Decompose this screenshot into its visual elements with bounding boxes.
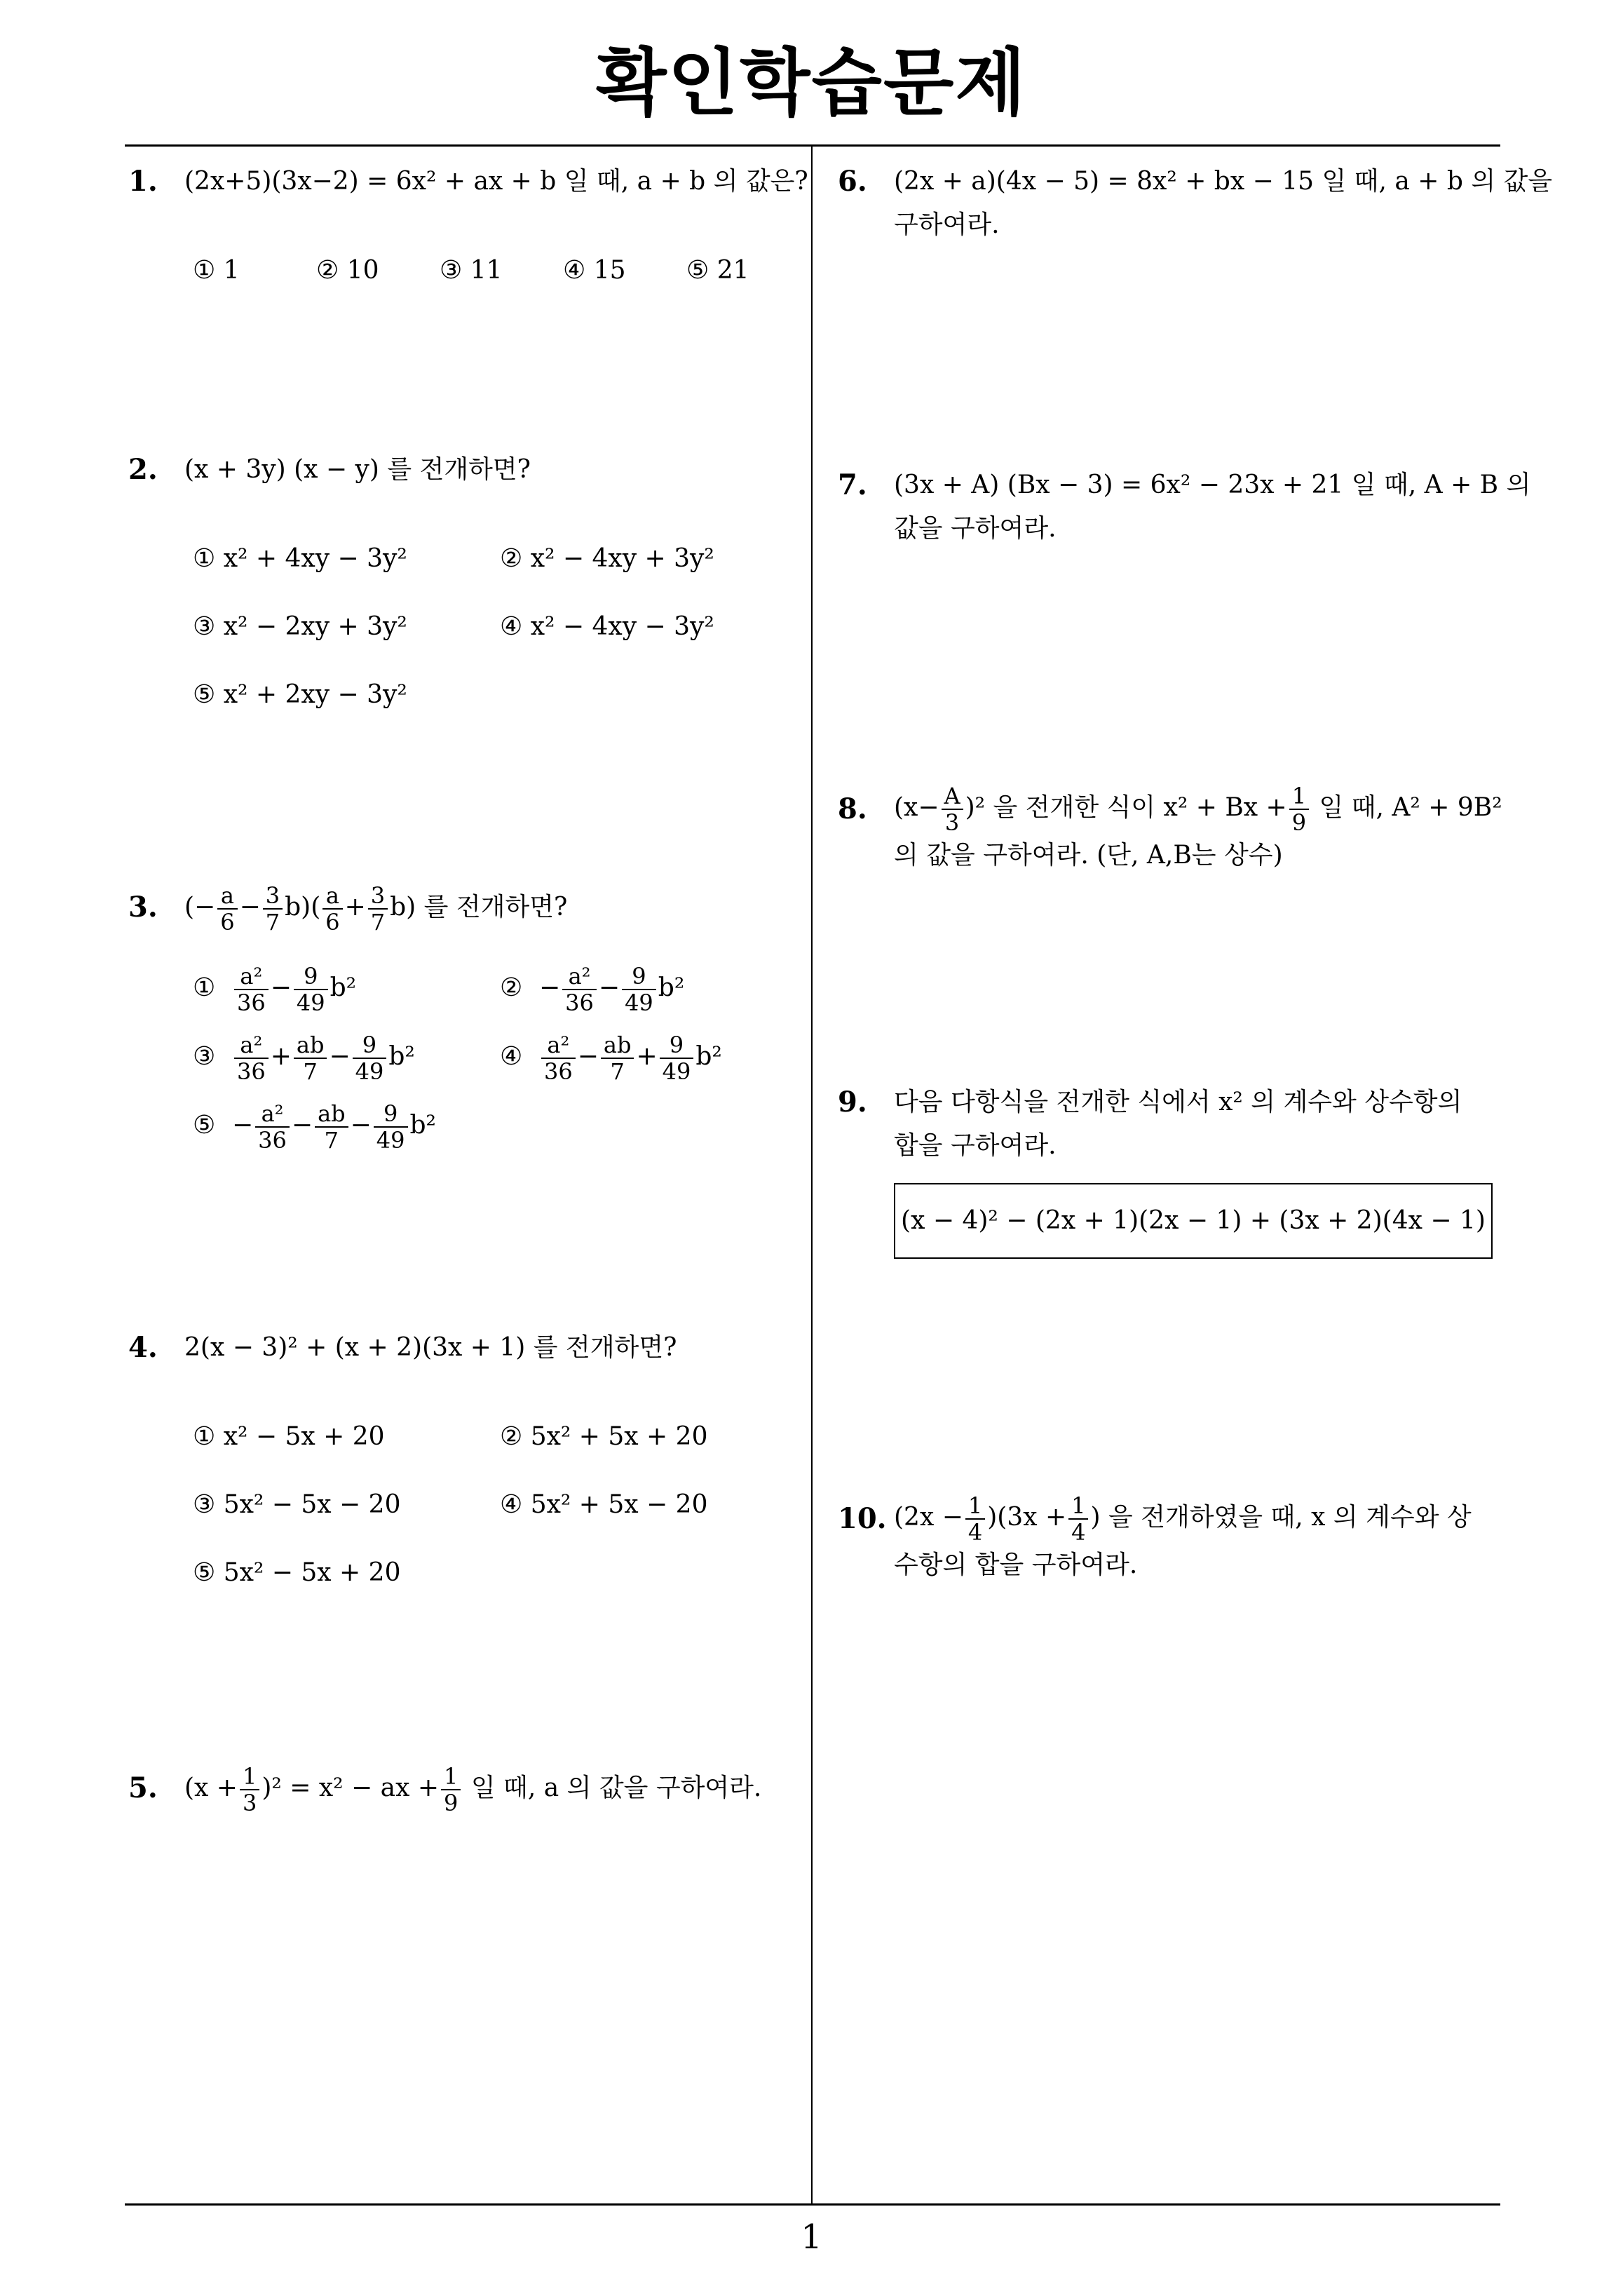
tail: b² — [388, 1042, 415, 1071]
question-text-line-1 — [894, 1490, 1472, 1546]
tail: b² — [658, 973, 685, 1002]
question-text: 2(x − 3)² + (x + 2)(3x + 1) 를 전개하면? — [184, 1333, 677, 1362]
question-text-line-1 — [894, 780, 1502, 836]
choice-mark: ① — [193, 973, 216, 1002]
text-segment: 일 때, a 의 값을 구하여라. — [470, 1774, 762, 1802]
denominator: 3 — [944, 809, 960, 836]
choice-5[interactable]: ⑤ x² + 2xy − 3y² — [193, 680, 407, 709]
tail: b² — [695, 1042, 722, 1071]
operator: − — [329, 1042, 351, 1071]
denominator: 7 — [370, 909, 386, 936]
denominator: 7 — [610, 1058, 625, 1085]
choice-4[interactable]: ④ 5x² + 5x − 20 — [500, 1490, 708, 1519]
denominator: 36 — [544, 1058, 573, 1085]
fraction — [322, 883, 342, 935]
problem-number: 7. — [838, 468, 867, 501]
problem-number: 9. — [838, 1086, 867, 1119]
fraction — [965, 1493, 985, 1545]
top-rule — [125, 144, 1500, 147]
numerator: a² — [541, 1032, 576, 1059]
denominator: 7 — [324, 1127, 339, 1154]
numerator: a² — [255, 1101, 290, 1128]
denominator: 9 — [1291, 809, 1307, 836]
text-segment: b) 를 전개하면? — [390, 893, 568, 921]
text-segment: 일 때, A² + 9B² — [1319, 793, 1502, 822]
denominator: 6 — [325, 909, 340, 936]
text-segment: (2x − — [894, 1503, 963, 1532]
numerator: 1 — [965, 1493, 985, 1520]
denominator: 36 — [565, 990, 594, 1016]
fraction — [660, 1032, 694, 1084]
fraction — [263, 883, 283, 935]
choice-1[interactable] — [193, 964, 356, 1015]
numerator: 1 — [1068, 1493, 1088, 1520]
operator: + — [270, 1042, 292, 1071]
fraction — [368, 883, 388, 935]
choice-5[interactable] — [193, 1101, 436, 1153]
fraction — [541, 1032, 576, 1084]
denominator: 7 — [265, 909, 280, 936]
page-number: 1 — [801, 2217, 822, 2257]
numerator: A — [942, 783, 963, 810]
denominator: 36 — [237, 1058, 266, 1085]
fraction — [234, 1032, 269, 1084]
bottom-rule — [125, 2203, 1500, 2206]
numerator: a² — [234, 964, 269, 990]
problem-number: 8. — [838, 792, 867, 825]
question-text-line-2: 의 값을 구하여라. (단, A,B는 상수) — [894, 841, 1283, 870]
numerator: 3 — [368, 883, 388, 910]
fraction — [240, 1764, 259, 1816]
denominator: 49 — [625, 990, 653, 1016]
fraction — [217, 883, 237, 935]
choice-4[interactable] — [500, 1032, 722, 1084]
fraction — [942, 783, 963, 835]
text-segment: − — [239, 893, 261, 921]
text-segment: )² 을 전개한 식이 x² + Bx + — [965, 793, 1287, 822]
question-text-line-1: (2x + a)(4x − 5) = 8x² + bx − 15 일 때, a + b 의 값을 — [894, 167, 1553, 196]
problem-number: 1. — [128, 165, 158, 198]
denominator: 49 — [376, 1127, 405, 1154]
numerator: 1 — [1289, 783, 1309, 810]
numerator: ab — [315, 1101, 348, 1128]
denominator: 3 — [242, 1790, 257, 1816]
choice-mark: ④ — [500, 1042, 523, 1071]
fraction — [255, 1101, 290, 1153]
question-text — [184, 1760, 761, 1816]
numerator: 9 — [294, 964, 328, 990]
question-text — [184, 879, 567, 936]
operator: − — [350, 1111, 372, 1140]
choice-2[interactable]: ② 5x² + 5x + 20 — [500, 1422, 708, 1451]
tail: b² — [409, 1111, 436, 1140]
fraction — [315, 1101, 348, 1153]
text-segment: )(3x + — [987, 1503, 1067, 1532]
choice-3[interactable]: ③ 11 — [440, 256, 503, 285]
text-segment: (x− — [894, 793, 939, 822]
denominator: 4 — [967, 1519, 983, 1546]
choice-1[interactable]: ① x² + 4xy − 3y² — [193, 544, 407, 573]
denominator: 49 — [662, 1058, 691, 1085]
numerator: 9 — [660, 1032, 694, 1059]
problem-number: 10. — [838, 1502, 887, 1535]
column-divider — [811, 146, 813, 2204]
denominator: 36 — [258, 1127, 287, 1154]
fraction — [562, 964, 597, 1015]
fraction — [294, 964, 328, 1015]
choice-5[interactable]: ⑤ 21 — [686, 256, 749, 285]
numerator: 3 — [263, 883, 283, 910]
numerator: 9 — [353, 1032, 387, 1059]
operator: − — [598, 973, 620, 1002]
text-segment: ) 을 전개하였을 때, x 의 계수와 상 — [1090, 1503, 1472, 1532]
problem-number: 6. — [838, 165, 867, 198]
choice-3[interactable]: ③ 5x² − 5x − 20 — [193, 1490, 401, 1519]
problem-number: 4. — [128, 1331, 158, 1364]
choice-mark: ⑤ — [193, 1111, 216, 1140]
numerator: 1 — [441, 1764, 461, 1790]
question-text: (2x+5)(3x−2) = 6x² + ax + b 일 때, a + b 의 값은? — [184, 167, 808, 196]
choice-3[interactable] — [193, 1032, 415, 1084]
numerator: a² — [562, 964, 597, 990]
text-segment: (− — [184, 893, 216, 921]
question-text-line-2: 구하여라. — [894, 210, 1000, 239]
numerator: a — [322, 883, 342, 910]
choice-2[interactable] — [500, 964, 684, 1015]
numerator: ab — [294, 1032, 327, 1059]
choice-2[interactable]: ② 10 — [316, 256, 379, 285]
fraction — [1289, 783, 1309, 835]
numerator: 1 — [240, 1764, 259, 1790]
operator: − — [291, 1111, 313, 1140]
problem-number: 3. — [128, 891, 158, 924]
choice-1[interactable]: ① x² − 5x + 20 — [193, 1422, 385, 1451]
question-text-line-1: (3x + A) (Bx − 3) = 6x² − 23x + 21 일 때, A + B 의 — [894, 471, 1531, 499]
numerator: ab — [601, 1032, 634, 1059]
question-text-line-2: 합을 구하여라. — [894, 1131, 1057, 1160]
text-segment: (x + — [184, 1774, 238, 1802]
choice-5[interactable]: ⑤ 5x² − 5x + 20 — [193, 1558, 401, 1587]
numerator: 9 — [622, 964, 656, 990]
choice-mark: ③ — [193, 1042, 216, 1071]
choice-1[interactable]: ① 1 — [193, 256, 240, 285]
operator: + — [636, 1042, 658, 1071]
fraction — [234, 964, 269, 1015]
tail: b² — [330, 973, 357, 1002]
fraction — [441, 1764, 461, 1816]
denominator: 7 — [303, 1058, 318, 1085]
numerator: a² — [234, 1032, 269, 1059]
fraction — [622, 964, 656, 1015]
numerator: a — [217, 883, 237, 910]
text-segment: b)( — [285, 893, 321, 921]
denominator: 49 — [296, 990, 325, 1016]
sign: − — [232, 1111, 254, 1140]
sign: − — [539, 973, 561, 1002]
problem-number: 2. — [128, 453, 158, 486]
fraction — [294, 1032, 327, 1084]
problem-number: 5. — [128, 1771, 158, 1804]
expression-box: (x − 4)² − (2x + 1)(2x − 1) + (3x + 2)(4x − 1) — [894, 1183, 1493, 1259]
question-text-line-2: 수항의 합을 구하여라. — [894, 1551, 1138, 1579]
question-text-line-2: 값을 구하여라. — [894, 514, 1057, 543]
choice-mark: ② — [500, 973, 523, 1002]
choice-4[interactable]: ④ 15 — [563, 256, 626, 285]
operator: − — [577, 1042, 599, 1071]
fraction — [374, 1101, 408, 1153]
denominator: 6 — [220, 909, 235, 936]
question-text-line-1: 다음 다항식을 전개한 식에서 x² 의 계수와 상수항의 — [894, 1088, 1462, 1116]
text-segment: + — [344, 893, 366, 921]
operator: − — [270, 973, 292, 1002]
numerator: 9 — [374, 1101, 408, 1128]
denominator: 49 — [355, 1058, 384, 1085]
text-segment: )² = x² − ax + — [262, 1774, 440, 1802]
question-text: (x + 3y) (x − y) 를 전개하면? — [184, 455, 531, 484]
fraction — [1068, 1493, 1088, 1545]
fraction — [601, 1032, 634, 1084]
fraction — [353, 1032, 387, 1084]
denominator: 9 — [444, 1790, 459, 1816]
choice-4[interactable]: ④ x² − 4xy − 3y² — [500, 612, 714, 641]
denominator: 36 — [237, 990, 266, 1016]
page-title: 확인학습문제 — [596, 40, 1027, 126]
choice-2[interactable]: ② x² − 4xy + 3y² — [500, 544, 714, 573]
denominator: 4 — [1071, 1519, 1086, 1546]
choice-3[interactable]: ③ x² − 2xy + 3y² — [193, 612, 407, 641]
